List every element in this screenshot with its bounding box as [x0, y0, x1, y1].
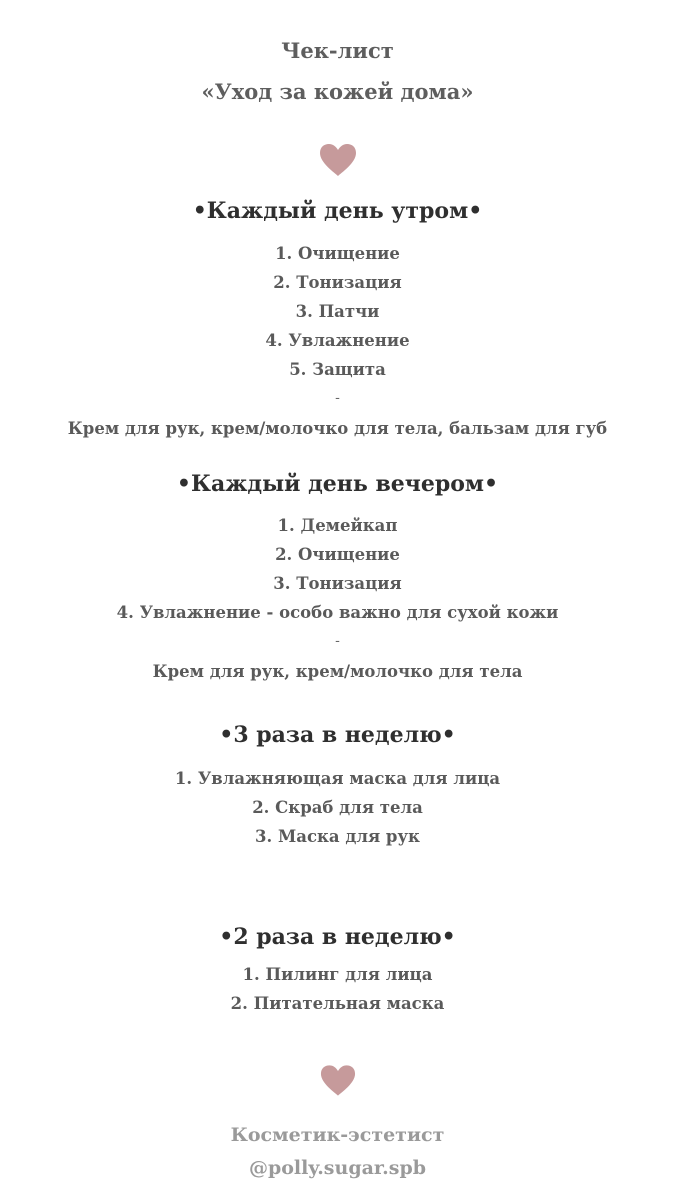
list-item: 2. Тонизация	[273, 273, 402, 292]
heart-icon	[0, 1064, 675, 1097]
list-item: 3. Маска для рук	[255, 827, 420, 846]
list-item: 4. Увлажнение - особо важно для сухой кожи	[116, 603, 559, 622]
list-item: 2. Питательная маска	[230, 994, 445, 1013]
list-item: 5. Защита	[289, 360, 386, 379]
list-item: 2. Очищение	[275, 545, 400, 564]
section-heading-2-times-week: •2 раза в неделю•	[219, 924, 456, 950]
section-heading-morning: •Каждый день утром•	[192, 198, 483, 224]
list-item: 1. Очищение	[275, 244, 400, 263]
list-item: 3. Тонизация	[273, 574, 402, 593]
page-title-line-1: Чек-лист	[281, 38, 394, 63]
footer-role: Косметик-эстетист	[230, 1124, 445, 1146]
section-heading-evening: •Каждый день вечером•	[176, 471, 499, 497]
section-note: Крем для рук, крем/молочко для тела, бальзам для губ	[67, 419, 608, 438]
list-item: 1. Демейкап	[277, 516, 398, 535]
list-item: 2. Скраб для тела	[252, 798, 423, 817]
heart-icon	[0, 143, 675, 177]
separator-dash: -	[335, 633, 340, 649]
section-heading-3-times-week: •3 раза в неделю•	[219, 722, 456, 748]
list-item: 4. Увлажнение	[265, 331, 410, 350]
page-title-line-2: «Уход за кожей дома»	[201, 79, 474, 104]
separator-dash: -	[335, 390, 340, 406]
section-note: Крем для рук, крем/молочко для тела	[152, 662, 523, 681]
list-item: 1. Увлажняющая маска для лица	[174, 769, 501, 788]
footer-handle: @polly.sugar.spb	[248, 1157, 427, 1179]
list-item: 1. Пилинг для лица	[242, 965, 433, 984]
list-item: 3. Патчи	[295, 302, 380, 321]
